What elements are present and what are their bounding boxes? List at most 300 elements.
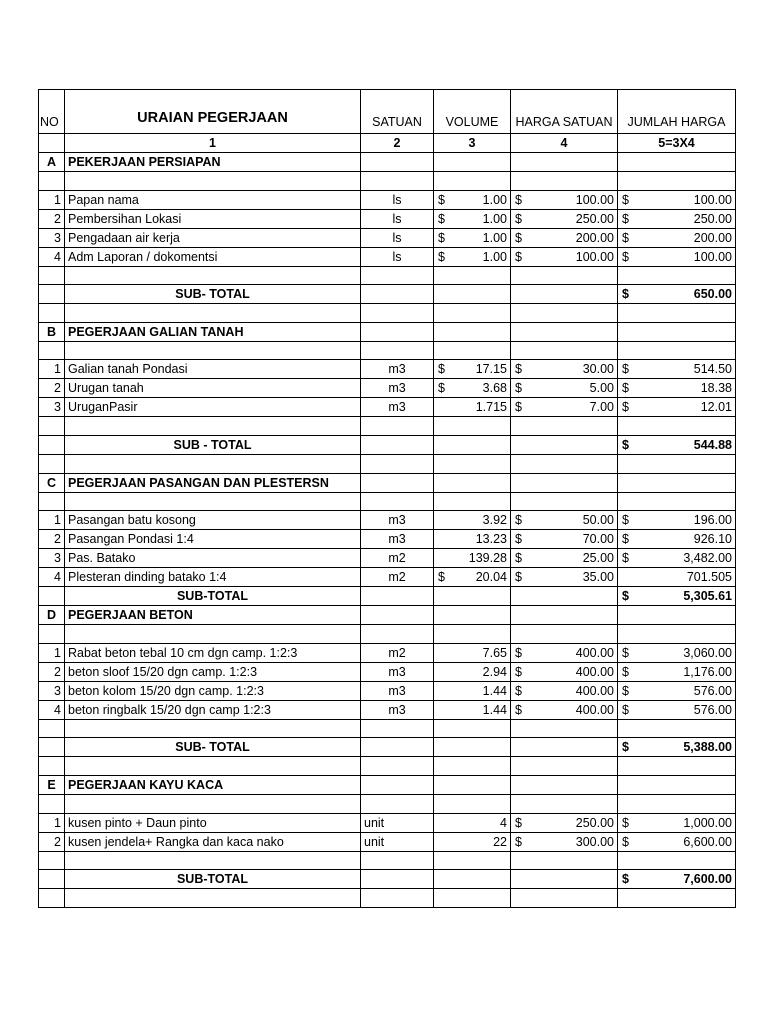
subtotal-row bbox=[39, 587, 736, 606]
empty-cell bbox=[434, 738, 511, 757]
item-price bbox=[511, 360, 618, 379]
item-no: 2 bbox=[39, 832, 65, 851]
amount: 3.68 bbox=[482, 381, 507, 396]
header-no: NO bbox=[39, 90, 65, 134]
empty-cell bbox=[511, 606, 618, 625]
item-row bbox=[39, 681, 736, 700]
section-row bbox=[39, 606, 736, 625]
blank-row bbox=[39, 492, 736, 511]
currency-sign bbox=[437, 663, 438, 681]
amount: 3.92 bbox=[482, 513, 507, 528]
empty-cell bbox=[618, 719, 736, 738]
empty-cell bbox=[511, 417, 618, 436]
item-desc: Rabat beton tebal 10 cm dgn camp. 1:2:3 bbox=[65, 643, 361, 662]
subtotal-row bbox=[39, 738, 736, 757]
empty-cell bbox=[511, 473, 618, 492]
subtotal-amount bbox=[618, 587, 736, 606]
amount: 100.00 bbox=[693, 192, 732, 207]
empty-cell bbox=[434, 454, 511, 473]
currency-sign bbox=[437, 511, 438, 529]
empty-cell bbox=[511, 794, 618, 813]
item-row bbox=[39, 511, 736, 530]
amount: 12.01 bbox=[700, 400, 732, 415]
currency-sign bbox=[437, 530, 438, 548]
amount: 300.00 bbox=[575, 834, 614, 849]
currency-sign: $ bbox=[438, 211, 445, 226]
currency-sign: $ bbox=[438, 230, 445, 245]
currency-sign: $ bbox=[622, 740, 629, 755]
empty-cell bbox=[65, 266, 361, 285]
empty-cell bbox=[65, 454, 361, 473]
empty-cell bbox=[65, 304, 361, 323]
blank-row bbox=[39, 625, 736, 644]
col-num: 4 bbox=[511, 134, 618, 153]
empty-cell bbox=[39, 719, 65, 738]
item-unit: unit bbox=[361, 813, 434, 832]
empty-cell bbox=[361, 322, 434, 341]
item-volume bbox=[434, 511, 511, 530]
currency-sign: $ bbox=[515, 381, 522, 396]
amount: 400.00 bbox=[575, 645, 614, 660]
item-desc: kusen pinto + Daun pinto bbox=[65, 813, 361, 832]
currency-sign bbox=[437, 549, 438, 567]
item-volume bbox=[434, 568, 511, 587]
amount: 30.00 bbox=[582, 362, 614, 377]
header-jumlah-harga: JUMLAH HARGA bbox=[618, 90, 736, 134]
empty-cell bbox=[434, 417, 511, 436]
item-row bbox=[39, 530, 736, 549]
item-price bbox=[511, 568, 618, 587]
item-unit: m3 bbox=[361, 530, 434, 549]
amount: 25.00 bbox=[582, 551, 614, 566]
item-volume bbox=[434, 360, 511, 379]
empty-cell bbox=[511, 153, 618, 172]
item-desc: Adm Laporan / dokomentsi bbox=[65, 247, 361, 266]
empty-cell bbox=[434, 625, 511, 644]
section-row bbox=[39, 322, 736, 341]
item-no: 2 bbox=[39, 209, 65, 228]
item-desc: Pembersihan Lokasi bbox=[65, 209, 361, 228]
amount: 196.00 bbox=[693, 513, 732, 528]
item-total bbox=[618, 247, 736, 266]
column-number-row bbox=[39, 134, 736, 153]
amount: 5,388.00 bbox=[683, 740, 732, 755]
empty-cell bbox=[361, 794, 434, 813]
empty-cell bbox=[511, 757, 618, 776]
item-total bbox=[618, 209, 736, 228]
empty-cell bbox=[39, 625, 65, 644]
currency-sign: $ bbox=[622, 664, 629, 679]
currency-sign: $ bbox=[622, 702, 629, 717]
section-code: E bbox=[39, 775, 65, 794]
amount: 18.38 bbox=[700, 381, 732, 396]
item-total bbox=[618, 813, 736, 832]
empty-cell bbox=[65, 889, 361, 908]
currency-sign: $ bbox=[622, 287, 629, 302]
empty-cell bbox=[361, 492, 434, 511]
empty-cell bbox=[434, 153, 511, 172]
empty-cell bbox=[434, 889, 511, 908]
item-unit: unit bbox=[361, 832, 434, 851]
item-unit: m2 bbox=[361, 549, 434, 568]
amount: 650.00 bbox=[693, 287, 732, 302]
empty-cell bbox=[511, 285, 618, 304]
currency-sign: $ bbox=[622, 437, 629, 452]
currency-sign: $ bbox=[622, 192, 629, 207]
item-row bbox=[39, 190, 736, 209]
item-total bbox=[618, 228, 736, 247]
empty-cell bbox=[434, 606, 511, 625]
empty-cell bbox=[361, 285, 434, 304]
item-unit: m2 bbox=[361, 568, 434, 587]
amount: 4 bbox=[500, 815, 507, 830]
empty-cell bbox=[511, 266, 618, 285]
currency-sign: $ bbox=[438, 192, 445, 207]
amount: 400.00 bbox=[575, 702, 614, 717]
amount: 7.65 bbox=[482, 645, 507, 660]
amount: 13.23 bbox=[475, 532, 507, 547]
item-volume bbox=[434, 398, 511, 417]
amount: 1,000.00 bbox=[683, 815, 732, 830]
empty-cell bbox=[361, 775, 434, 794]
empty-cell bbox=[511, 492, 618, 511]
item-row bbox=[39, 398, 736, 417]
empty-cell bbox=[39, 266, 65, 285]
amount: 514.50 bbox=[693, 362, 732, 377]
subtotal-label: SUB- TOTAL bbox=[65, 738, 361, 757]
item-price bbox=[511, 549, 618, 568]
item-row bbox=[39, 379, 736, 398]
currency-sign: $ bbox=[515, 702, 522, 717]
empty-cell bbox=[65, 172, 361, 191]
currency-sign: $ bbox=[515, 570, 522, 585]
amount: 576.00 bbox=[693, 683, 732, 698]
item-desc: UruganPasir bbox=[65, 398, 361, 417]
item-total bbox=[618, 681, 736, 700]
item-row bbox=[39, 247, 736, 266]
blank-row bbox=[39, 757, 736, 776]
empty-cell bbox=[618, 304, 736, 323]
empty-cell bbox=[39, 757, 65, 776]
empty-cell bbox=[511, 435, 618, 454]
item-price bbox=[511, 530, 618, 549]
section-code: D bbox=[39, 606, 65, 625]
item-desc: Papan nama bbox=[65, 190, 361, 209]
currency-sign: $ bbox=[515, 211, 522, 226]
section-row bbox=[39, 473, 736, 492]
empty-cell bbox=[361, 889, 434, 908]
item-price bbox=[511, 190, 618, 209]
item-total bbox=[618, 511, 736, 530]
item-unit: m3 bbox=[361, 511, 434, 530]
amount: 6,600.00 bbox=[683, 834, 732, 849]
currency-sign: $ bbox=[515, 249, 522, 264]
amount: 250.00 bbox=[575, 211, 614, 226]
item-desc: beton kolom 15/20 dgn camp. 1:2:3 bbox=[65, 681, 361, 700]
empty-cell bbox=[511, 889, 618, 908]
section-title: PEGERJAAN GALIAN TANAH bbox=[65, 322, 361, 341]
empty-cell bbox=[434, 757, 511, 776]
item-unit: ls bbox=[361, 247, 434, 266]
header-uraian bbox=[65, 90, 361, 134]
section-code: A bbox=[39, 153, 65, 172]
item-price bbox=[511, 209, 618, 228]
empty-cell bbox=[511, 322, 618, 341]
empty-cell bbox=[434, 587, 511, 606]
empty-cell bbox=[618, 322, 736, 341]
empty-cell bbox=[434, 851, 511, 870]
currency-sign: $ bbox=[515, 513, 522, 528]
empty-cell bbox=[361, 757, 434, 776]
section-title: PEGERJAAN KAYU KACA bbox=[65, 775, 361, 794]
amount: 200.00 bbox=[693, 230, 732, 245]
empty-cell bbox=[434, 775, 511, 794]
item-no: 3 bbox=[39, 549, 65, 568]
blank-row bbox=[39, 719, 736, 738]
blank-row bbox=[39, 889, 736, 908]
currency-sign: $ bbox=[438, 381, 445, 396]
item-price bbox=[511, 700, 618, 719]
amount: 250.00 bbox=[693, 211, 732, 226]
item-price bbox=[511, 379, 618, 398]
empty-cell bbox=[361, 266, 434, 285]
item-total bbox=[618, 379, 736, 398]
empty-cell bbox=[434, 719, 511, 738]
empty-cell bbox=[361, 851, 434, 870]
empty-cell bbox=[361, 738, 434, 757]
empty-cell bbox=[361, 417, 434, 436]
item-unit: m3 bbox=[361, 662, 434, 681]
empty-cell bbox=[618, 417, 736, 436]
currency-sign: $ bbox=[438, 570, 445, 585]
subtotal-label: SUB- TOTAL bbox=[65, 285, 361, 304]
currency-sign bbox=[437, 701, 438, 719]
empty-cell bbox=[618, 153, 736, 172]
currency-sign: $ bbox=[515, 645, 522, 660]
currency-sign bbox=[437, 398, 438, 416]
empty-cell bbox=[434, 322, 511, 341]
item-desc: Galian tanah Pondasi bbox=[65, 360, 361, 379]
amount: 3,482.00 bbox=[683, 551, 732, 566]
item-price bbox=[511, 228, 618, 247]
empty-cell bbox=[511, 172, 618, 191]
subtotal-label: SUB - TOTAL bbox=[65, 435, 361, 454]
subtotal-row bbox=[39, 435, 736, 454]
empty-cell bbox=[39, 417, 65, 436]
blank-row bbox=[39, 341, 736, 360]
amount: 1.44 bbox=[482, 683, 507, 698]
amount: 400.00 bbox=[575, 683, 614, 698]
item-total bbox=[618, 360, 736, 379]
blank-row bbox=[39, 794, 736, 813]
item-volume bbox=[434, 247, 511, 266]
subtotal-amount bbox=[618, 870, 736, 889]
empty-cell bbox=[434, 304, 511, 323]
currency-sign: $ bbox=[515, 683, 522, 698]
empty-cell bbox=[618, 492, 736, 511]
item-desc: Pengadaan air kerja bbox=[65, 228, 361, 247]
empty-cell bbox=[618, 454, 736, 473]
blank-row bbox=[39, 454, 736, 473]
header-row bbox=[39, 90, 736, 134]
currency-sign bbox=[437, 814, 438, 832]
empty-cell bbox=[39, 435, 65, 454]
item-no: 4 bbox=[39, 247, 65, 266]
item-desc: Pas. Batako bbox=[65, 549, 361, 568]
section-code: C bbox=[39, 473, 65, 492]
item-volume bbox=[434, 549, 511, 568]
amount: 1.715 bbox=[475, 400, 507, 415]
amount: 17.15 bbox=[475, 362, 507, 377]
empty-cell bbox=[618, 775, 736, 794]
item-desc: Pasangan Pondasi 1:4 bbox=[65, 530, 361, 549]
currency-sign: $ bbox=[515, 834, 522, 849]
subtotal-label: SUB-TOTAL bbox=[65, 870, 361, 889]
empty-cell bbox=[511, 304, 618, 323]
item-unit: ls bbox=[361, 190, 434, 209]
blank-row bbox=[39, 304, 736, 323]
item-volume bbox=[434, 813, 511, 832]
header-harga-satuan: HARGA SATUAN bbox=[511, 90, 618, 134]
item-no: 1 bbox=[39, 360, 65, 379]
amount: 1.44 bbox=[482, 702, 507, 717]
empty-cell bbox=[361, 473, 434, 492]
header-satuan: SATUAN bbox=[361, 90, 434, 134]
empty-cell bbox=[618, 473, 736, 492]
item-unit: m3 bbox=[361, 379, 434, 398]
amount: 70.00 bbox=[582, 532, 614, 547]
empty-cell bbox=[618, 606, 736, 625]
item-volume bbox=[434, 228, 511, 247]
amount: 1,176.00 bbox=[683, 664, 732, 679]
item-desc: Plesteran dinding batako 1:4 bbox=[65, 568, 361, 587]
subtotal-row bbox=[39, 285, 736, 304]
currency-sign: $ bbox=[622, 249, 629, 264]
item-price bbox=[511, 643, 618, 662]
empty-cell bbox=[618, 172, 736, 191]
currency-sign: $ bbox=[622, 400, 629, 415]
item-total bbox=[618, 700, 736, 719]
item-price bbox=[511, 662, 618, 681]
item-no: 2 bbox=[39, 662, 65, 681]
currency-sign: $ bbox=[515, 664, 522, 679]
empty-cell bbox=[434, 492, 511, 511]
item-volume bbox=[434, 700, 511, 719]
subtotal-amount bbox=[618, 435, 736, 454]
amount: 22 bbox=[493, 834, 507, 849]
empty-cell bbox=[65, 719, 361, 738]
item-no: 1 bbox=[39, 813, 65, 832]
blank-row bbox=[39, 266, 736, 285]
empty-cell bbox=[39, 285, 65, 304]
section-row bbox=[39, 153, 736, 172]
empty-cell bbox=[511, 775, 618, 794]
empty-cell bbox=[361, 153, 434, 172]
amount: 576.00 bbox=[693, 702, 732, 717]
empty-cell bbox=[65, 492, 361, 511]
currency-sign: $ bbox=[622, 532, 629, 547]
item-total bbox=[618, 190, 736, 209]
empty-cell bbox=[618, 794, 736, 813]
amount: 400.00 bbox=[575, 664, 614, 679]
empty-cell bbox=[39, 492, 65, 511]
empty-cell bbox=[511, 870, 618, 889]
currency-sign: $ bbox=[515, 551, 522, 566]
item-no: 3 bbox=[39, 228, 65, 247]
empty-cell bbox=[39, 587, 65, 606]
item-unit: m3 bbox=[361, 681, 434, 700]
item-volume bbox=[434, 681, 511, 700]
currency-sign bbox=[437, 682, 438, 700]
empty-cell bbox=[618, 757, 736, 776]
subtotal-amount bbox=[618, 738, 736, 757]
section-code: B bbox=[39, 322, 65, 341]
currency-sign bbox=[437, 644, 438, 662]
currency-sign: $ bbox=[622, 645, 629, 660]
item-volume bbox=[434, 662, 511, 681]
empty-cell bbox=[511, 341, 618, 360]
currency-sign: $ bbox=[438, 249, 445, 264]
empty-cell bbox=[511, 851, 618, 870]
item-total bbox=[618, 832, 736, 851]
item-no: 2 bbox=[39, 379, 65, 398]
amount: 5.00 bbox=[589, 381, 614, 396]
amount: 7.00 bbox=[589, 400, 614, 415]
currency-sign: $ bbox=[622, 230, 629, 245]
subtotal-amount bbox=[618, 285, 736, 304]
empty-cell bbox=[361, 606, 434, 625]
currency-sign bbox=[621, 568, 622, 586]
empty-cell bbox=[39, 851, 65, 870]
subtotal-row bbox=[39, 870, 736, 889]
amount: 701.505 bbox=[686, 570, 732, 585]
currency-sign: $ bbox=[515, 192, 522, 207]
item-no: 1 bbox=[39, 511, 65, 530]
item-volume bbox=[434, 832, 511, 851]
item-row bbox=[39, 643, 736, 662]
empty-cell bbox=[511, 454, 618, 473]
amount: 100.00 bbox=[693, 249, 732, 264]
item-no: 3 bbox=[39, 681, 65, 700]
empty-cell bbox=[434, 794, 511, 813]
item-price bbox=[511, 832, 618, 851]
empty-cell bbox=[39, 738, 65, 757]
amount: 20.04 bbox=[475, 570, 507, 585]
item-volume bbox=[434, 190, 511, 209]
amount: 50.00 bbox=[582, 513, 614, 528]
header-uraian-text: URAIAN PEGERJAAN bbox=[137, 110, 288, 126]
amount: 1.00 bbox=[482, 192, 507, 207]
item-no: 4 bbox=[39, 700, 65, 719]
item-price bbox=[511, 511, 618, 530]
empty-cell bbox=[361, 587, 434, 606]
item-row bbox=[39, 813, 736, 832]
currency-sign: $ bbox=[622, 683, 629, 698]
empty-cell bbox=[434, 870, 511, 889]
item-no: 2 bbox=[39, 530, 65, 549]
amount: 5,305.61 bbox=[683, 589, 732, 604]
amount: 1.00 bbox=[482, 249, 507, 264]
empty-cell bbox=[361, 454, 434, 473]
empty-cell bbox=[65, 417, 361, 436]
blank-row bbox=[39, 417, 736, 436]
currency-sign: $ bbox=[515, 362, 522, 377]
amount: 100.00 bbox=[575, 249, 614, 264]
item-row bbox=[39, 700, 736, 719]
empty-cell bbox=[511, 587, 618, 606]
amount: 1.00 bbox=[482, 230, 507, 245]
empty-cell bbox=[65, 757, 361, 776]
